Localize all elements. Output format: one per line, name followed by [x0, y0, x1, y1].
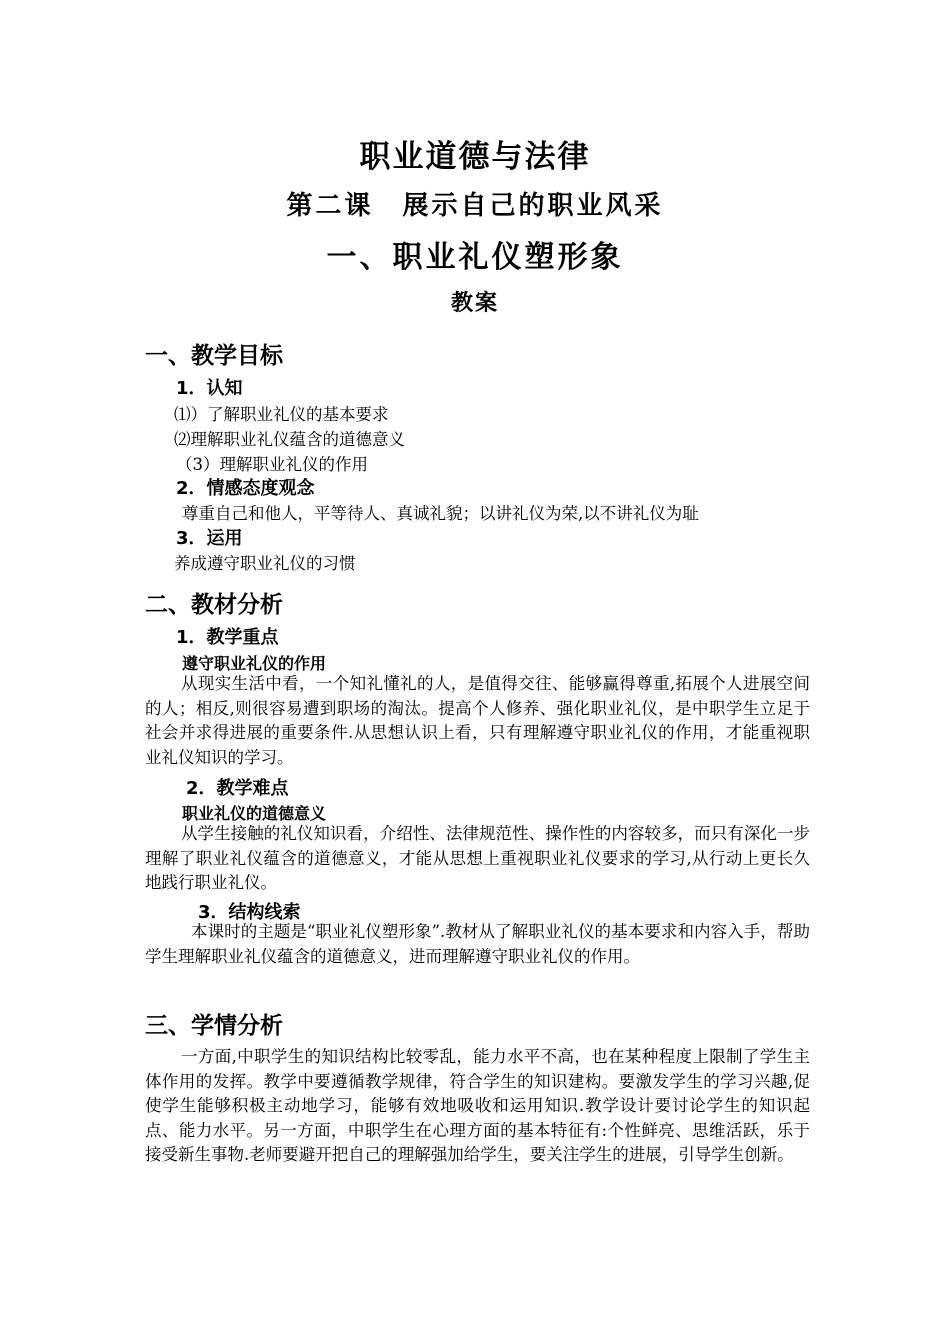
attitude-text: 尊重自己和他人，平等待人、真诚礼貌；以讲礼仪为荣,以不讲礼仪为耻: [182, 504, 699, 523]
subheading-structure: 3．结构线索: [198, 902, 301, 923]
section-heading-students: 三、学情分析: [145, 1013, 283, 1039]
focus-paragraph: 从现实生活中看，一个知礼懂礼的人，是值得交往、能够赢得尊重,拓展个人进展空间的人；相反,则很容易遭到职场的淘汰。提高个人修养、强化职业礼仪，是中职学生立足于社会并求得进展的重要条件.从思想认识上看，只有理解遵守职业礼仪的作用，才能重视职业礼仪知识的学习。: [145, 674, 810, 767]
doc-type-label: 教案: [450, 290, 499, 316]
apply-text: 养成遵守职业礼仪的习惯: [174, 554, 356, 573]
focus-title: 遵守职业礼仪的作用: [182, 654, 327, 673]
difficulty-title: 职业礼仪的道德意义: [182, 804, 327, 823]
subheading-cognition: 1．认知: [176, 378, 243, 399]
subheading-attitude: 2．情感态度观念: [176, 478, 315, 499]
list-item: ⑴）了解职业礼仪的基本要求: [174, 405, 389, 424]
list-item: ⑵理解职业礼仪蕴含的道德意义: [174, 430, 405, 449]
subheading-focus: 1．教学重点: [176, 627, 279, 648]
structure-paragraph: 本课时的主题是“职业礼仪塑形象”.教材从了解职业礼仪的基本要求和内容入手，帮助学生理解职业礼仪蕴含的道德意义，进而理解遵守职业礼仪的作用。: [145, 922, 810, 966]
lesson-title: 第二课 展示自己的职业风采: [286, 191, 664, 221]
subheading-difficulty: 2．教学难点: [186, 778, 289, 799]
document-title: 职业道德与法律: [359, 139, 591, 175]
subheading-apply: 3．运用: [176, 528, 243, 549]
section-heading-objectives: 一、教学目标: [145, 343, 283, 369]
section-heading-material: 二、教材分析: [145, 592, 283, 618]
students-paragraph: 一方面,中职学生的知识结构比较零乱，能力水平不高，也在某种程度上限制了学生主体作用的发挥。教学中要遵循教学规律，符合学生的知识建构。要激发学生的学习兴趣,促使学生能够积极主动地学习，能够有效地吸收和运用知识.教学设计要讨论学生的知识起点、能力水平。另一方面，中职学生在心理方面的基本特征有:个性鲜亮、思维活跃，乐于接受新生事物.老师要避开把自己的理解强加给学生，要关注学生的进展，引导学生创新。: [145, 1047, 810, 1164]
topic-title: 一、职业礼仪塑形象: [326, 240, 624, 275]
difficulty-paragraph: 从学生接触的礼仪知识看，介绍性、法律规范性、操作性的内容较多，而只有深化一步理解了职业礼仪蕴含的道德意义，才能从思想上重视职业礼仪要求的学习,从行动上更长久地践行职业礼仪。: [145, 824, 810, 892]
list-item: （3）理解职业礼仪的作用: [176, 455, 368, 474]
